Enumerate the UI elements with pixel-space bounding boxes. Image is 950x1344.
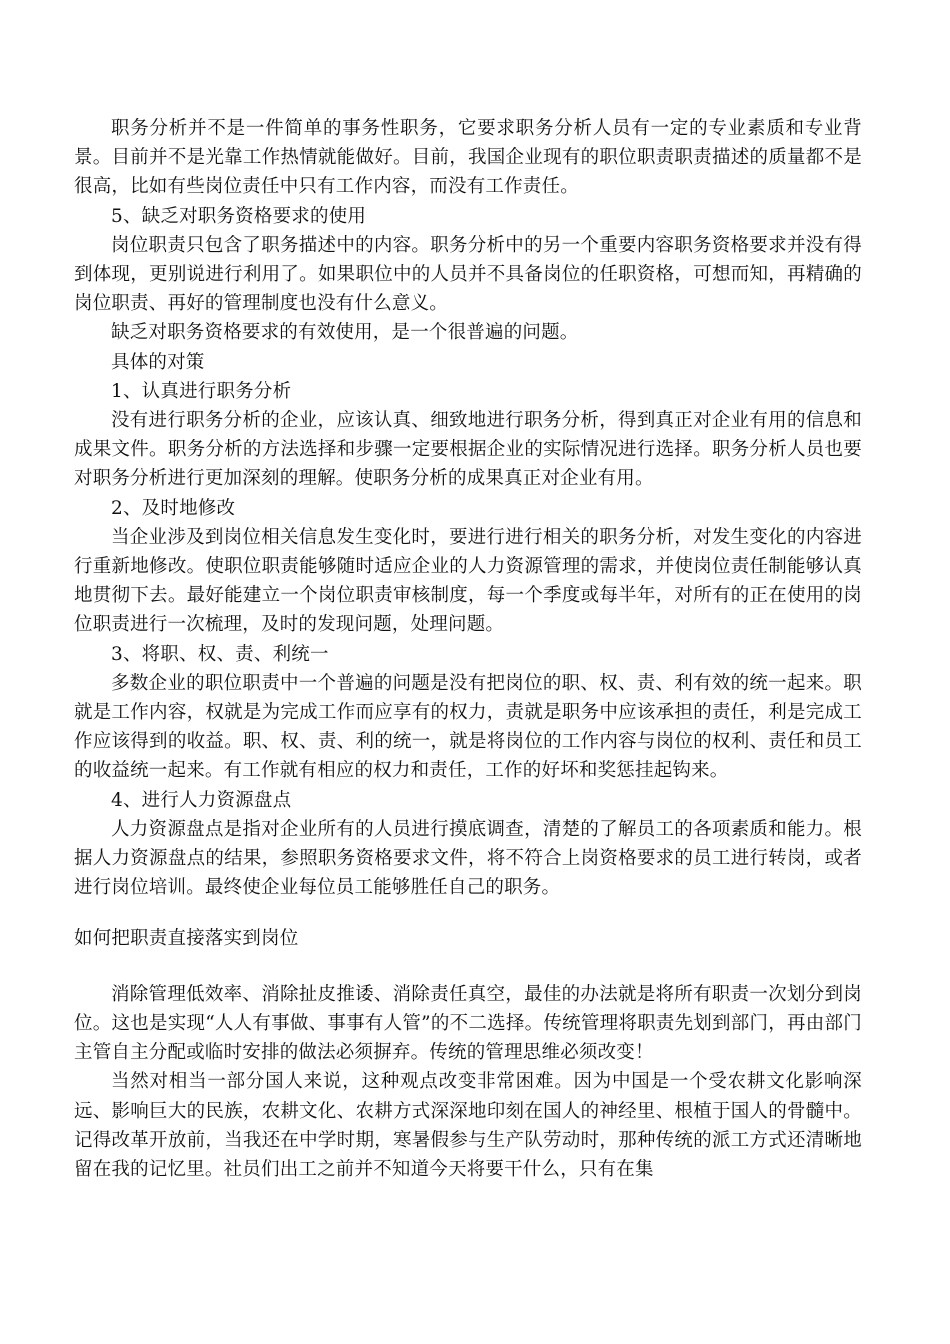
paragraph-job-analysis-quality: 职务分析并不是一件简单的事务性职务，它要求职务分析人员有一定的专业素质和专业背景。目前并不是光靠工作热情就能做好。目前，我国企业现有的职位职责职责描述的质量都不是很高，比如有些岗位责任中只有工作内容，而没有工作责任。	[74, 118, 862, 198]
heading-countermeasures: 具体的对策	[111, 351, 205, 373]
section-heading: 如何把职责直接落实到岗位	[74, 928, 299, 950]
paragraph-assign-to-posts: 消除管理低效率、消除扯皮推诿、消除责任真空，最佳的办法就是将所有职责一次划分到岗位。这也是实现“人人有事做、事事有人管”的不二选择。传统管理将职责先划到部门，再由部门主管自主分配或临时安排的做法必须摒弃。传统的管理思维必须改变！	[74, 983, 862, 1064]
heading-hr-inventory: 4、进行人力资源盘点	[111, 789, 292, 811]
heading-conduct-job-analysis: 1、认真进行职务分析	[111, 380, 292, 402]
document-page	[74, 114, 862, 1184]
paragraph-common-problem: 缺乏对职务资格要求的有效使用，是一个很普遍的问题。	[111, 322, 579, 344]
heading-lack-of-qualification-use: 5、缺乏对职务资格要求的使用	[111, 205, 367, 227]
paragraph-qualification-not-used: 岗位职责只包含了职务描述中的内容。职务分析中的另一个重要内容职务资格要求并没有得到体现，更别说进行利用了。如果职位中的人员并不具备岗位的任职资格，可想而知，再精确的岗位职责、再好的管理制度也没有什么意义。	[74, 234, 862, 315]
paragraph-timely-revision: 当企业涉及到岗位相关信息发生变化时，要进行进行相关的职务分析，对发生变化的内容进行重新地修改。使职位职责能够随时适应企业的人力资源管理的需求，并使岗位责任制能够认真地贯彻下去。最好能建立一个岗位职责审核制度，每一个季度或每半年，对所有的正在使用的岗位职责进行一次梳理，及时的发现问题，处理问题。	[74, 526, 862, 636]
heading-timely-revision: 2、及时地修改	[111, 497, 236, 519]
paragraph-hr-inventory: 人力资源盘点是指对企业所有的人员进行摸底调查，清楚的了解员工的各项素质和能力。根据人力资源盘点的结果，参照职务资格要求文件，将不符合上岗资格要求的员工进行转岗，或者进行岗位培训。最终使企业每位员工能够胜任自己的职务。	[74, 818, 862, 899]
paragraph-conduct-job-analysis: 没有进行职务分析的企业，应该认真、细致地进行职务分析，得到真正对企业有用的信息和成果文件。职务分析的方法选择和步骤一定要根据企业的实际情况进行选择。职务分析人员也要对职务分析进行更加深刻的理解。使职务分析的成果真正对企业有用。	[74, 410, 862, 490]
heading-unify-responsibilities: 3、将职、权、责、利统一	[111, 643, 329, 665]
paragraph-farming-culture: 当然对相当一部分国人来说，这种观点改变非常困难。因为中国是一个受农耕文化影响深远、影响巨大的民族，农耕文化、农耕方式深深地印刻在国人的神经里、根植于国人的骨髓中。记得改革开放前，当我还在中学时期，寒暑假参与生产队劳动时，那种传统的派工方式还清晰地留在我的记忆里。社员们出工之前并不知道今天将要干什么，只有在集	[74, 1071, 862, 1180]
paragraph-unify-responsibilities: 多数企业的职位职责中一个普遍的问题是没有把岗位的职、权、责、利有效的统一起来。职就是工作内容，权就是为完成工作而应享有的权力，责就是职务中应该承担的责任，利是完成工作应该得到的收益。职、权、责、利的统一，就是将岗位的工作内容与岗位的权利、责任和员工的收益统一起来。有工作就有相应的权力和责任，工作的好坏和奖惩挂起钩来。	[74, 672, 862, 782]
